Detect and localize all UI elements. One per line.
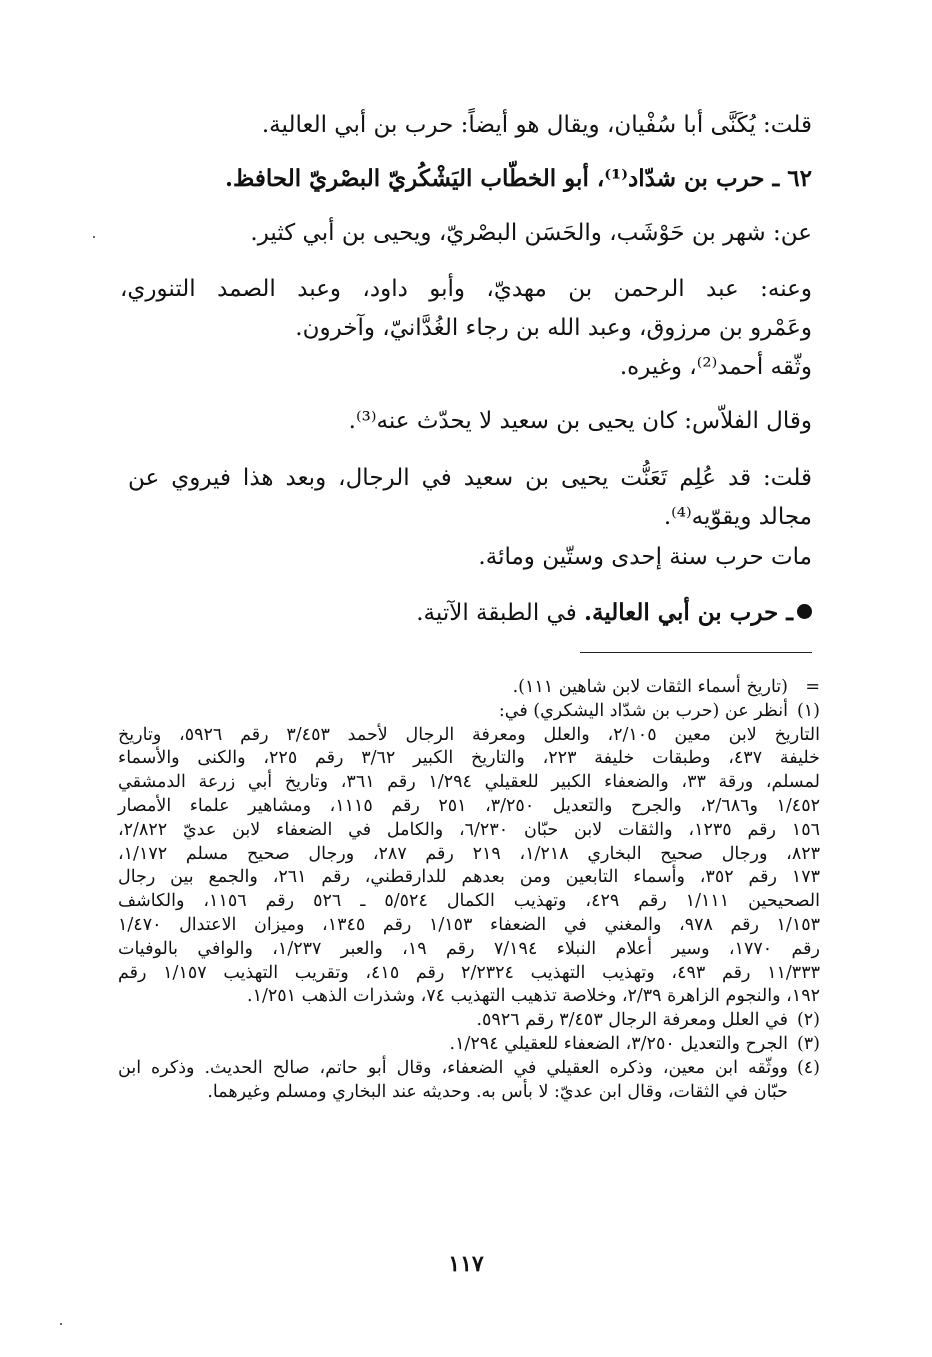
footnote-continuation <box>118 676 820 700</box>
bullet-icon <box>797 604 812 619</box>
footnote-2 <box>118 1009 820 1033</box>
page-number: ١١٧ <box>448 1251 484 1277</box>
footnote-line: (تاريخ أسماء الثقات لابن شاهين ١١١). <box>512 677 788 697</box>
main-line-4: وعنه: عبد الرحمن بن مهديّ، وأبو داود، وعبد الصمد التنوري، <box>120 276 812 302</box>
main-line-8: قلت: قد عُلِم تَعَنُّت يحيى بن سعيد في الرجال، وبعد هذا فيروي عن <box>128 465 812 491</box>
footnote-line: ١/١٥٣ رقم ٩٧٨، والمغني في الضعفاء ١/١٥٣ رقم ١٣٤٥، وميزان الاعتدال ١/٤٧٠ <box>118 914 821 935</box>
cross-reference-bold: ـ حرب بن أبي العالية. <box>584 599 793 626</box>
footnote-1 <box>118 700 820 724</box>
main-line-9: مجالد ويقوّيه⁽⁴⁾. <box>663 504 812 530</box>
footnote-line: ١١/٣٣٣ رقم ٤٩٣، وتهذيب التهذيب ٢/٢٣٢٤ رقم ٤١٥، وتقريب التهذيب ١/١٥٧ رقم <box>118 962 820 983</box>
footnotes <box>118 676 820 1104</box>
main-line-5: وعَمْرو بن مرزوق، وعبد الله بن رجاء الغُدَّانيّ، وآخرون. <box>295 315 812 341</box>
footnote-marker: = <box>805 677 820 697</box>
footnote-line: أنظر عن (حرب بن شدّاد اليشكري) في: <box>498 700 788 721</box>
main-line-1: قلت: يُكَنَّى أبا سُفْيان، ويقال هو أيضاً: حرب بن أبي العالية. <box>261 112 812 138</box>
footnote-line: الجرح والتعديل ٣/٢٥٠، الضعفاء للعقيلي ١/٢٩٤. <box>449 1033 788 1054</box>
main-line-3: عن: شهر بن حَوْشَب، والحَسَن البصْريّ، ويحيى بن أبي كثير. <box>250 220 812 246</box>
cross-reference-rest: في الطبقة الآتية. <box>416 600 584 626</box>
footnote-line: ٨٢٣، ورجال صحيح البخاري ١/٢١٨، ٢١٩ رقم ٢٨٧، ورجال صحيح مسلم ١/١٧٢، <box>118 843 821 864</box>
footnote-line: التاريخ لابن معين ٢/١٠٥، والعلل ومعرفة الرجال لأحمد ٣/٤٥٣ رقم ٥٩٢٦، وتاريخ <box>118 724 820 745</box>
footnote-marker: (٣) <box>796 1033 820 1054</box>
footnote-line: لمسلم، ورقة ٣٣، والضعفاء الكبير للعقيلي ١/٢٩٤ رقم ٣٦١، وتاريخ أبي زرعة الدمشقي <box>118 772 820 793</box>
footnote-line: ١/٤٥٢ و٢/٦٨٦، والجرح والتعديل ٣/٢٥٠، ٢٥١ رقم ١١١٥، ومشاهير علماء الأمصار <box>118 795 820 816</box>
entry-heading: ٦٢ ـ حرب بن شدّاد⁽¹⁾، أبو الخطّاب اليَشْكُريّ البصْريّ الحافظ. <box>225 165 812 192</box>
footnote-line: ١٥٦ رقم ١٢٣٥، والثقات لابن حبّان ٦/٢٣٠، والكامل في الضعفاء لابن عديّ ٢/٨٢٢، <box>118 819 820 840</box>
footnote-line: الصحيحين ١/١١١ رقم ٤٢٩، وتهذيب الكمال ٥/٥٢٤ ـ ٥٢٦ رقم ١١٥٦، والكاشف <box>118 891 820 912</box>
footnote-4 <box>118 1057 820 1105</box>
main-line-7: وقال الفلاّس: كان يحيى بن سعيد لا يحدّث عنه⁽³⁾. <box>348 408 812 434</box>
main-line-10: مات حرب سنة إحدى وستّين ومائة. <box>478 544 812 570</box>
footnote-line: خليفة ٤٣٧، وطبقات خليفة ٢٢٣، والتاريخ الكبير ٣/٦٢ رقم ٢٢٥، والكنى والأسماء <box>118 748 820 769</box>
footnote-line: ١٧٣ رقم ٣٥٢، وأسماء التابعين ومن بعدهم للدارقطني، رقم ٢٦١، والجمع بين رجال <box>118 867 820 888</box>
cross-reference-line <box>120 596 812 630</box>
footnote-3 <box>118 1033 820 1057</box>
footnote-marker: (٤) <box>796 1057 820 1078</box>
footnote-separator <box>580 652 812 653</box>
footnote-marker: (١) <box>796 700 820 721</box>
footnote-line: ١٩٢، والنجوم الزاهرة ٢/٣٩، وخلاصة تذهيب التهذيب ٧٤، وشذرات الذهب ١/٢٥١. <box>246 986 820 1007</box>
footnote-line: ووثّقه ابن معين، وذكره العقيلي في الضعفاء، وقال أبو حاتم، صالح الحديث. وذكره ابن <box>118 1057 788 1078</box>
footnote-marker: (٢) <box>796 1010 820 1031</box>
scan-speck <box>60 1323 62 1325</box>
footnote-line: في العلل ومعرفة الرجال ٣/٤٥٣ رقم ٥٩٢٦. <box>476 1010 788 1031</box>
footnote-line: رقم ١٧٧٠، وسير أعلام النبلاء ٧/١٩٤ رقم ١٩، والعبر ١/٢٣٧، والوافي بالوفيات <box>118 938 820 959</box>
scan-speck <box>93 236 95 238</box>
footnote-line: حبّان في الثقات، وقال ابن عديّ: لا بأس به. وحديثه عند البخاري ومسلم وغيرهما. <box>207 1081 788 1102</box>
main-line-6: وثّقه أحمد⁽²⁾، وغيره. <box>619 354 812 380</box>
footnote-1-references <box>118 724 820 1010</box>
